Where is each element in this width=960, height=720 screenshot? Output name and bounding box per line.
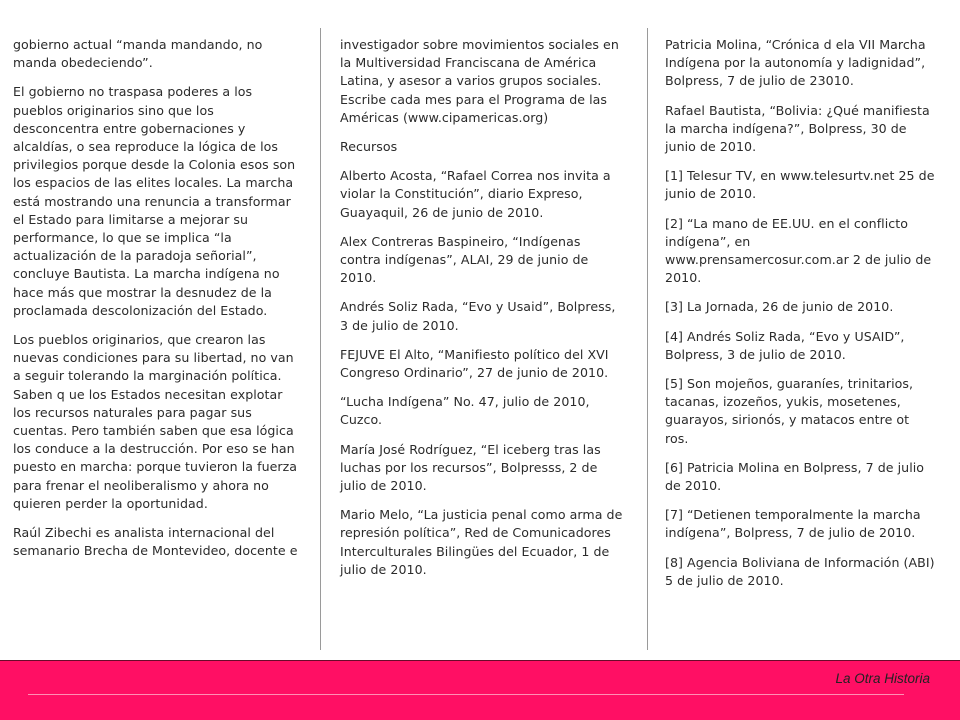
paragraph: El gobierno no traspasa poderes a los pueblos originarios sino que los desconcentra entre gobernaciones y alcaldías, o sea reproduce la lógica de los privilegios porque desde la Colonia esos son los espacios de las elites locales. La marcha está mostrando una renuncia a transformar el Estado para limitarse a mejorar su performance, lo que se implica “la actualización de la paradoja señorial”, concluye Bautista. La marcha indígena no hace más que mostrar la desnudez de la proclamada descolonización del Estado. (13, 84, 296, 318)
paragraph: Los pueblos originarios, que crearon las nuevas condiciones para su libertad, no van a seguir tolerando la marginación política. Saben q ue los Estados necesitan explotar los recursos naturales para pagar sus cuentas. Pero también saben que esa lógica los conduce a la destrucción. Por eso se han puesto en marcha: porque tuvieron la fuerza para frenar el neoliberalismo y ahora no quieren perder la oportunidad. (13, 332, 298, 511)
footnote-item: [4] Andrés Soliz Rada, “Evo y USAID”, Bolpress, 3 de julio de 2010. (665, 328, 905, 362)
reference-item: FEJUVE El Alto, “Manifiesto político del XVI Congreso Ordinario”, 27 de junio de 2010. (340, 346, 609, 381)
reference-item: Patricia Molina, “Crónica d ela VII Marcha Indígena por la autonomía y ladignidad”, Bolpress, 7 de julio de 23010. (665, 37, 926, 89)
paragraph: gobierno actual “manda mandando, no manda obedeciendo”. (13, 37, 263, 71)
text-column-right (665, 36, 935, 601)
footnote-item: [8] Agencia Boliviana de Información (ABI) 5 de julio de 2010. (665, 554, 935, 588)
column-divider (647, 28, 648, 650)
text-column-middle (340, 36, 625, 590)
reference-item: Alberto Acosta, “Rafael Correa nos invita a violar la Constitución”, diario Expreso, Guayaquil, 26 de junio de 2010. (340, 168, 611, 220)
reference-item: María José Rodríguez, “El iceberg tras las luchas por los recursos”, Bolpresss, 2 de julio de 2010. (340, 441, 601, 494)
footnote-item: [5] Son mojeños, guaraníes, trinitarios, tacanas, izozeños, yukis, mosetenes, guarayos, sirionós, y matacos entre ot ros. (665, 376, 914, 446)
footer-bar (0, 660, 960, 720)
column-divider (320, 28, 321, 650)
footnote-item: [6] Patricia Molina en Bolpress, 7 de julio de 2010. (665, 459, 925, 494)
reference-item: Andrés Soliz Rada, “Evo y Usaid”, Bolpress, 3 de julio de 2010. (340, 299, 616, 333)
footnote-item: [3] La Jornada, 26 de junio de 2010. (665, 299, 894, 315)
footnote-item: [2] “La mano de EE.UU. en el conflicto indígena”, en www.prensamercosur.com.ar 2 de julio de 2010. (665, 215, 932, 286)
footnote-item: [1] Telesur TV, en www.telesurtv.net 25 de junio de 2010. (665, 168, 935, 202)
reference-item: Rafael Bautista, “Bolivia: ¿Qué manifiesta la marcha indígena?”, Bolpress, 30 de junio de 2010. (665, 102, 930, 155)
reference-item: Mario Melo, “La justicia penal como arma de represión política”, Red de Comunicadores Interculturales Bilingües del Ecuador, 1 de julio de 2010. (340, 507, 623, 577)
reference-item: Alex Contreras Baspineiro, “Indígenas contra indígenas”, ALAI, 29 de junio de 2010. (340, 233, 589, 286)
footnote-item: [7] “Detienen temporalmente la marcha indígena”, Bolpress, 7 de julio de 2010. (665, 507, 921, 541)
paragraph: Raúl Zibechi es analista internacional del semanario Brecha de Montevideo, docente e (13, 525, 298, 559)
text-column-left (13, 36, 301, 571)
footer-rule (28, 694, 904, 695)
footer-title: La Otra Historia (835, 671, 930, 686)
reference-item: “Lucha Indígena” No. 47, julio de 2010, Cuzco. (340, 394, 590, 428)
paragraph: investigador sobre movimientos sociales en la Multiversidad Franciscana de América Latina, y asesor a varios grupos sociales. Escribe cada mes para el Programa de las Américas (www.cipamericas.org) (340, 37, 619, 125)
section-heading-recursos: Recursos (340, 139, 398, 155)
